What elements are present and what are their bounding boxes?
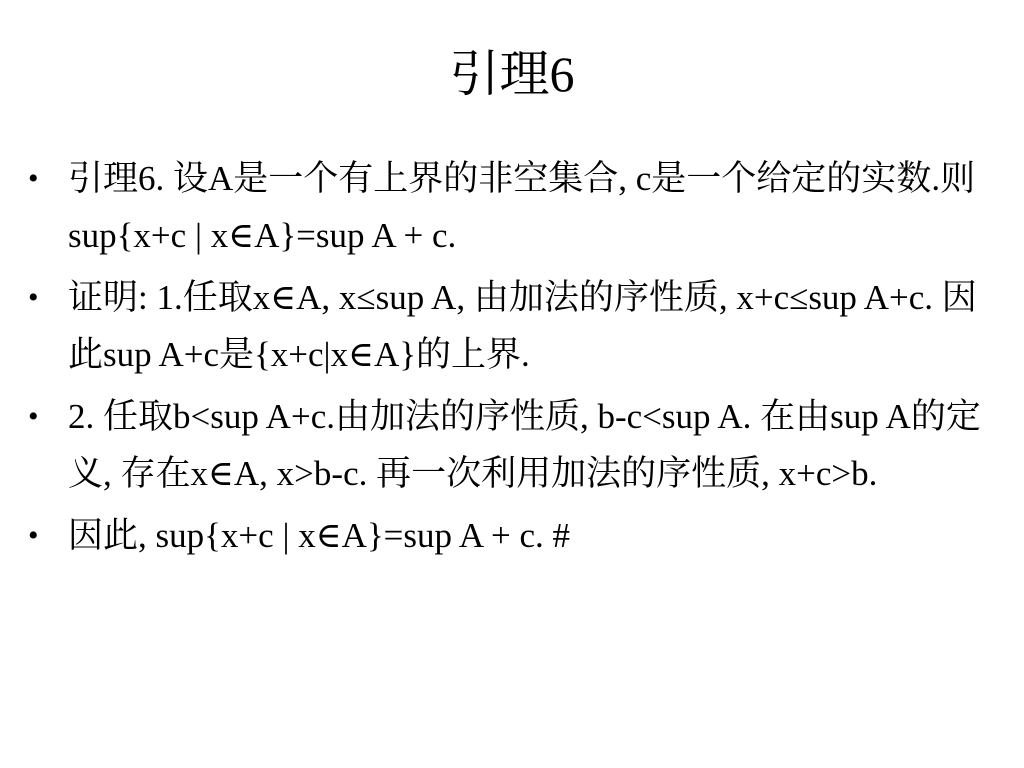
list-item-lemma-statement [24,150,994,264]
bullet-icon: • [28,519,39,552]
bullet-icon: • [28,281,39,314]
content-list [24,150,994,569]
bullet-icon: • [28,162,39,195]
slide-title: 引理6 [449,46,575,102]
list-item-text: 证明: 1.任取x∈A, x≤sup A, 由加法的序性质, x+c≤sup A+c. 因此sup A+c是{x+c|x∈A}的上界. [68,278,977,374]
bullet-icon: • [28,400,39,433]
list-item-proof-step-1 [24,269,994,383]
list-item-conclusion [24,507,994,564]
list-item-proof-step-2 [24,388,994,502]
list-item-text: 2. 任取b<sup A+c.由加法的序性质, b-c<sup A. 在由sup A的定义, 存在x∈A, x>b-c. 再一次利用加法的序性质, x+c>b. [68,397,981,493]
list-item-text: 因此, sup{x+c | x∈A}=sup A + c. # [68,516,570,555]
list-item-text: 引理6. 设A是一个有上界的非空集合, c是一个给定的实数.则sup{x+c | x∈A}=sup A + c. [68,159,976,255]
